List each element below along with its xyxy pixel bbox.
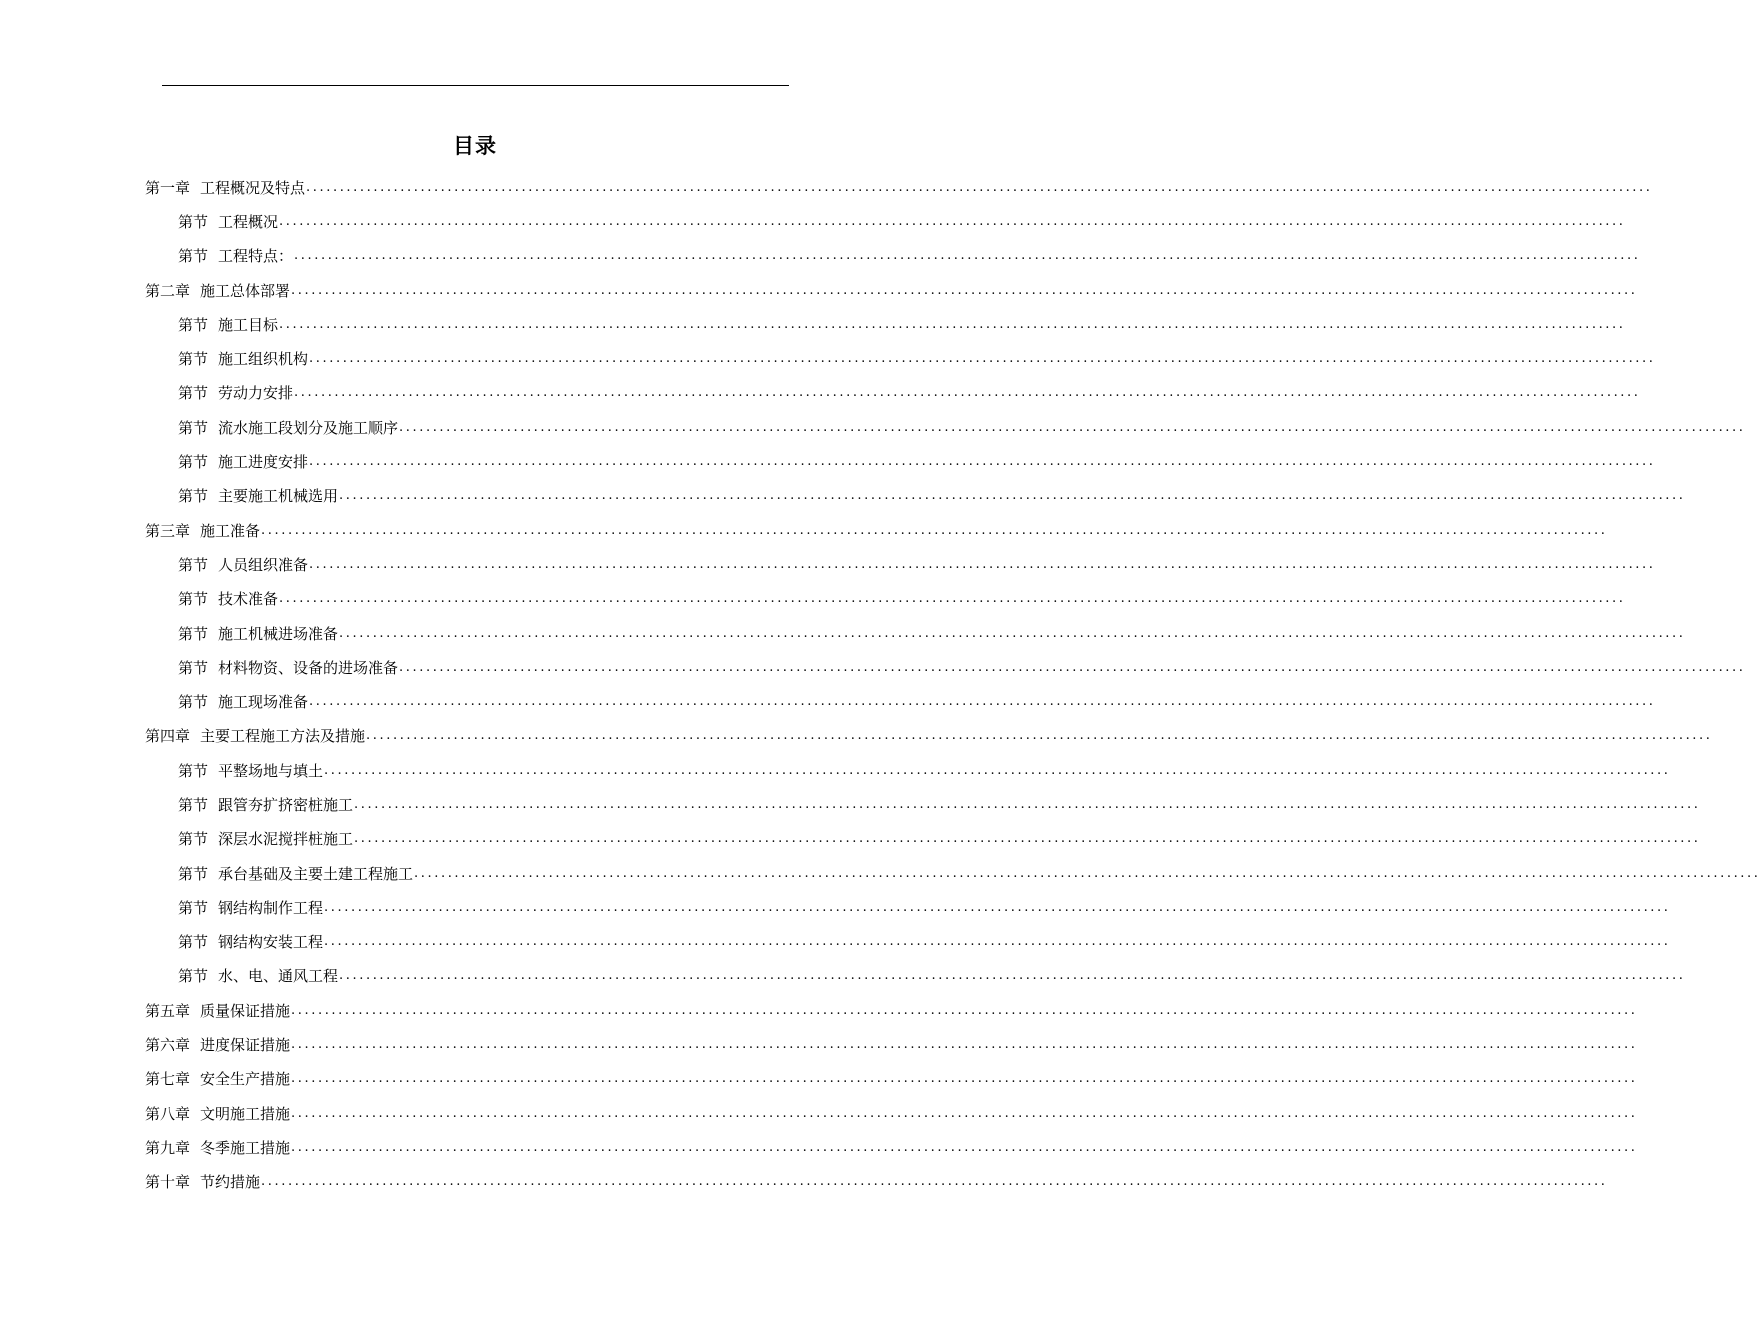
toc-entry-title: 节约措施 bbox=[200, 1173, 261, 1192]
toc-entry-number: 第节 bbox=[178, 864, 209, 883]
toc-entry-number: 第节 bbox=[178, 555, 209, 574]
toc-dot-leader: ........................................................................................................................................................................................................ bbox=[291, 1105, 1638, 1121]
toc-entry-title: 技术准备 bbox=[218, 590, 279, 609]
toc-section-entry[interactable] bbox=[145, 890, 1671, 924]
toc-section-entry[interactable] bbox=[145, 376, 1641, 410]
toc-entry-number: 第节 bbox=[178, 453, 209, 472]
toc-section-entry[interactable] bbox=[145, 204, 1626, 238]
toc-entry-number: 第节 bbox=[178, 624, 209, 643]
toc-dot-leader: ........................................................................................................................................................................................................ bbox=[309, 694, 1656, 710]
toc-entry-title: 平整场地与填土 bbox=[218, 761, 324, 780]
toc-entry-title: 施工目标 bbox=[218, 315, 279, 334]
toc-section-entry[interactable] bbox=[145, 616, 1686, 650]
toc-section-entry[interactable] bbox=[145, 856, 1761, 890]
toc-entry-title: 文明施工措施 bbox=[200, 1104, 291, 1123]
toc-dot-leader: ........................................................................................................................................................................................................ bbox=[291, 1139, 1638, 1155]
toc-dot-leader: ........................................................................................................................................................................................................ bbox=[399, 659, 1746, 675]
toc-entry-number: 第六章 bbox=[145, 1036, 191, 1055]
toc-entry-title: 工程概况及特点 bbox=[200, 178, 306, 197]
toc-dot-leader: ........................................................................................................................................................................................................ bbox=[279, 316, 1626, 332]
toc-section-entry[interactable] bbox=[145, 547, 1656, 581]
toc-entry-number: 第节 bbox=[178, 247, 209, 266]
toc-entry-number: 第十章 bbox=[145, 1173, 191, 1192]
toc-title: 目录 bbox=[453, 134, 497, 158]
toc-entry-title: 流水施工段划分及施工顺序 bbox=[218, 418, 399, 437]
toc-section-entry[interactable] bbox=[145, 307, 1626, 341]
toc-dot-leader: ........................................................................................................................................................................................................ bbox=[339, 488, 1686, 504]
toc-dot-leader: ........................................................................................................................................................................................................ bbox=[324, 899, 1671, 915]
toc-chapter-entry[interactable] bbox=[145, 993, 1638, 1027]
toc-section-entry[interactable] bbox=[145, 925, 1671, 959]
toc-dot-leader: ........................................................................................................................................................................................................ bbox=[261, 1174, 1608, 1190]
toc-chapter-entry[interactable] bbox=[145, 719, 1713, 753]
toc-entry-title: 跟管夯扩挤密桩施工 bbox=[218, 795, 354, 814]
toc-entry-title: 水、电、通风工程 bbox=[218, 967, 339, 986]
toc-section-entry[interactable] bbox=[145, 410, 1746, 444]
toc-section-entry[interactable] bbox=[145, 341, 1656, 375]
toc-dot-leader: ........................................................................................................................................................................................................ bbox=[414, 865, 1761, 881]
toc-entry-number: 第节 bbox=[178, 384, 209, 403]
toc-entry-number: 第七章 bbox=[145, 1070, 191, 1089]
toc-entry-number: 第一章 bbox=[145, 178, 191, 197]
toc-entry-number: 第节 bbox=[178, 693, 209, 712]
toc-entry-title: 工程概况 bbox=[218, 212, 279, 231]
toc-section-entry[interactable] bbox=[145, 479, 1686, 513]
toc-dot-leader: ........................................................................................................................................................................................................ bbox=[354, 796, 1701, 812]
toc-dot-leader: ........................................................................................................................................................................................................ bbox=[324, 934, 1671, 950]
toc-chapter-entry[interactable] bbox=[145, 513, 1608, 547]
toc-entry-title: 施工组织机构 bbox=[218, 350, 309, 369]
toc-entry-number: 第节 bbox=[178, 658, 209, 677]
toc-entry-number: 第节 bbox=[178, 487, 209, 506]
toc-entry-title: 施工总体部署 bbox=[200, 281, 291, 300]
toc-dot-leader: ........................................................................................................................................................................................................ bbox=[291, 1071, 1638, 1087]
toc-dot-leader: ........................................................................................................................................................................................................ bbox=[399, 419, 1746, 435]
toc-dot-leader: ........................................................................................................................................................................................................ bbox=[261, 522, 1608, 538]
toc-dot-leader: ........................................................................................................................................................................................................ bbox=[324, 762, 1671, 778]
toc-entry-title: 承台基础及主要土建工程施工 bbox=[218, 864, 414, 883]
toc-section-entry[interactable] bbox=[145, 753, 1671, 787]
toc-entry-title: 钢结构制作工程 bbox=[218, 898, 324, 917]
toc-section-entry[interactable] bbox=[145, 787, 1701, 821]
toc-entry-title: 钢结构安装工程 bbox=[218, 933, 324, 952]
toc-dot-leader: ........................................................................................................................................................................................................ bbox=[309, 351, 1656, 367]
toc-dot-leader: ........................................................................................................................................................................................................ bbox=[306, 179, 1653, 195]
toc-entry-title: 施工现场准备 bbox=[218, 693, 309, 712]
toc-entry-number: 第节 bbox=[178, 967, 209, 986]
toc-entry-number: 第节 bbox=[178, 315, 209, 334]
toc-entry-title: 质量保证措施 bbox=[200, 1001, 291, 1020]
toc-section-entry[interactable] bbox=[145, 444, 1656, 478]
toc-entry-number: 第节 bbox=[178, 761, 209, 780]
toc-chapter-entry[interactable] bbox=[145, 1062, 1638, 1096]
toc-dot-leader: ........................................................................................................................................................................................................ bbox=[279, 213, 1626, 229]
toc-dot-leader: ........................................................................................................................................................................................................ bbox=[354, 831, 1701, 847]
toc-entry-number: 第节 bbox=[178, 898, 209, 917]
toc-dot-leader: ........................................................................................................................................................................................................ bbox=[366, 728, 1713, 744]
toc-entry-number: 第节 bbox=[178, 590, 209, 609]
toc-entry-title: 冬季施工措施 bbox=[200, 1138, 291, 1157]
toc-entry-number: 第节 bbox=[178, 795, 209, 814]
header-rule bbox=[162, 85, 789, 86]
toc-chapter-entry[interactable] bbox=[145, 1130, 1638, 1164]
toc-section-entry[interactable] bbox=[145, 822, 1701, 856]
toc-chapter-entry[interactable] bbox=[145, 273, 1638, 307]
toc-dot-leader: ........................................................................................................................................................................................................ bbox=[294, 385, 1641, 401]
toc-dot-leader: ........................................................................................................................................................................................................ bbox=[339, 625, 1686, 641]
toc-dot-leader: ........................................................................................................................................................................................................ bbox=[294, 248, 1641, 264]
toc-dot-leader: ........................................................................................................................................................................................................ bbox=[309, 556, 1656, 572]
toc-entry-number: 第二章 bbox=[145, 281, 191, 300]
toc-dot-leader: ........................................................................................................................................................................................................ bbox=[279, 591, 1626, 607]
toc-chapter-entry[interactable] bbox=[145, 1027, 1638, 1061]
toc-entry-title: 深层水泥搅拌桩施工 bbox=[218, 830, 354, 849]
toc-entry-number: 第节 bbox=[178, 933, 209, 952]
toc-entry-title: 主要工程施工方法及措施 bbox=[200, 727, 366, 746]
toc-chapter-entry[interactable] bbox=[145, 170, 1653, 204]
toc-entry-title: 人员组织准备 bbox=[218, 555, 309, 574]
toc-entry-number: 第五章 bbox=[145, 1001, 191, 1020]
table-of-contents bbox=[145, 170, 1761, 1199]
toc-entry-title: 施工准备 bbox=[200, 521, 261, 540]
toc-entry-title: 材料物资、设备的进场准备 bbox=[218, 658, 399, 677]
toc-entry-number: 第节 bbox=[178, 350, 209, 369]
toc-dot-leader: ........................................................................................................................................................................................................ bbox=[309, 454, 1656, 470]
toc-entry-number: 第节 bbox=[178, 212, 209, 231]
toc-dot-leader: ........................................................................................................................................................................................................ bbox=[291, 1002, 1638, 1018]
toc-section-entry[interactable] bbox=[145, 239, 1641, 273]
toc-entry-title: 施工进度安排 bbox=[218, 453, 309, 472]
toc-section-entry[interactable] bbox=[145, 684, 1656, 718]
toc-entry-number: 第九章 bbox=[145, 1138, 191, 1157]
toc-dot-leader: ........................................................................................................................................................................................................ bbox=[291, 1037, 1638, 1053]
toc-dot-leader: ........................................................................................................................................................................................................ bbox=[291, 282, 1638, 298]
toc-dot-leader: ........................................................................................................................................................................................................ bbox=[339, 968, 1686, 984]
toc-entry-title: 安全生产措施 bbox=[200, 1070, 291, 1089]
toc-entry-number: 第节 bbox=[178, 830, 209, 849]
toc-entry-title: 劳动力安排 bbox=[218, 384, 294, 403]
toc-entry-number: 第四章 bbox=[145, 727, 191, 746]
toc-section-entry[interactable] bbox=[145, 582, 1626, 616]
toc-entry-number: 第节 bbox=[178, 418, 209, 437]
toc-entry-title: 主要施工机械选用 bbox=[218, 487, 339, 506]
toc-chapter-entry[interactable] bbox=[145, 1165, 1608, 1199]
toc-entry-title: 施工机械进场准备 bbox=[218, 624, 339, 643]
toc-section-entry[interactable] bbox=[145, 650, 1746, 684]
toc-entry-title: 工程特点： bbox=[218, 247, 294, 266]
toc-entry-number: 第八章 bbox=[145, 1104, 191, 1123]
toc-entry-number: 第三章 bbox=[145, 521, 191, 540]
toc-section-entry[interactable] bbox=[145, 959, 1686, 993]
toc-chapter-entry[interactable] bbox=[145, 1096, 1638, 1130]
toc-entry-title: 进度保证措施 bbox=[200, 1036, 291, 1055]
